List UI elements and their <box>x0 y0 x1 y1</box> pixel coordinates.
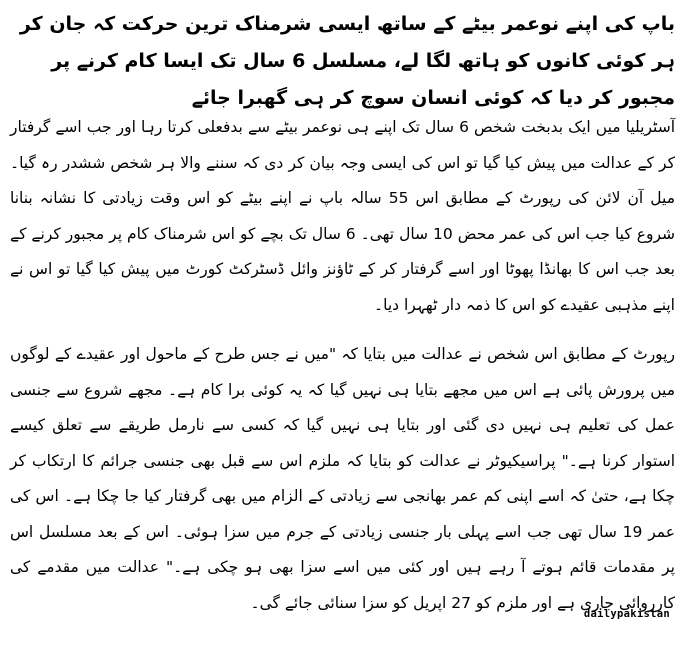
article-paragraph-2: رپورٹ کے مطابق اس شخص نے عدالت میں بتایا کہ "میں نے جس طرح کے ماحول اور عقیدے کے لوگوں میں پرورش پائی ہے اس میں مجھے بتایا ہی نہیں گیا کہ یہ کوئی برا کام ہے۔ مجھے شروع سے جنسی عمل کی تعلیم ہی نہیں دی گئی اور بتایا ہی نہیں گیا کہ کسی سے نارمل طریقے سے تعلق کیسے استوار کرنا ہے۔" پراسیکیوٹر نے عدالت کو بتایا کہ ملزم اس سے قبل بھی جنسی جرائم کا ارتکاب کر چکا ہے، حتیٰ کہ اسے اپنی کم عمر بھانجی سے زیادتی کے الزام میں بھی گرفتار کیا جا چکا ہے۔ اس کی عمر 19 سال تھی جب اسے پہلی بار جنسی زیادتی کے جرم میں سزا ہوئی۔ اس کے بعد مسلسل اس پر مقدمات قائم ہوتے آ رہے ہیں اور کئی میں اسے سزا بھی ہو چکی ہے۔" عدالت میں مقدمے کی کارروائی جاری ہے اور ملزم کو 27 اپریل کو سزا سنائی جائے گی۔ <box>10 345 675 612</box>
source-credit: dailypakistan <box>583 608 670 620</box>
article-paragraph-1: آسٹریلیا میں ایک بدبخت شخص 6 سال تک اپنے ہی نوعمر بیٹے سے بدفعلی کرتا رہا اور جب اسے گرفتار کر کے عدالت میں پیش کیا گیا تو اس کی ایسی وجہ بیان کر دی کہ سننے والا ہر شخص ششدر رہ گیا۔ میل آن لائن کی رپورٹ کے مطابق اس 55 سالہ باپ نے اپنے بیٹے کو اس وقت زیادتی کا نشانہ بنانا شروع کیا جب اس کی عمر محض 10 سال تھی۔ 6 سال تک بچے کو اس شرمناک کام پر مجبور کرنے کے بعد جب اس کا بھانڈا پھوٹا اور اسے گرفتار کر کے ٹاؤنز وائل ڈسٹرکٹ کورٹ میں پیش کیا گیا تو اس نے اپنے مذہبی عقیدے کو اس کا ذمہ دار ٹھہرا دیا۔ <box>10 118 676 314</box>
article-headline: باپ کی اپنے نوعمر بیٹے کے ساتھ ایسی شرمناک ترین حرکت کہ جان کر ہر کوئی کانوں کو ہاتھ لگا لے، مسلسل 6 سال تک ایسا کام کرنے پر مجبور کر دیا کہ کوئی انسان سوچ کر ہی گھبرا جائے <box>19 13 675 109</box>
